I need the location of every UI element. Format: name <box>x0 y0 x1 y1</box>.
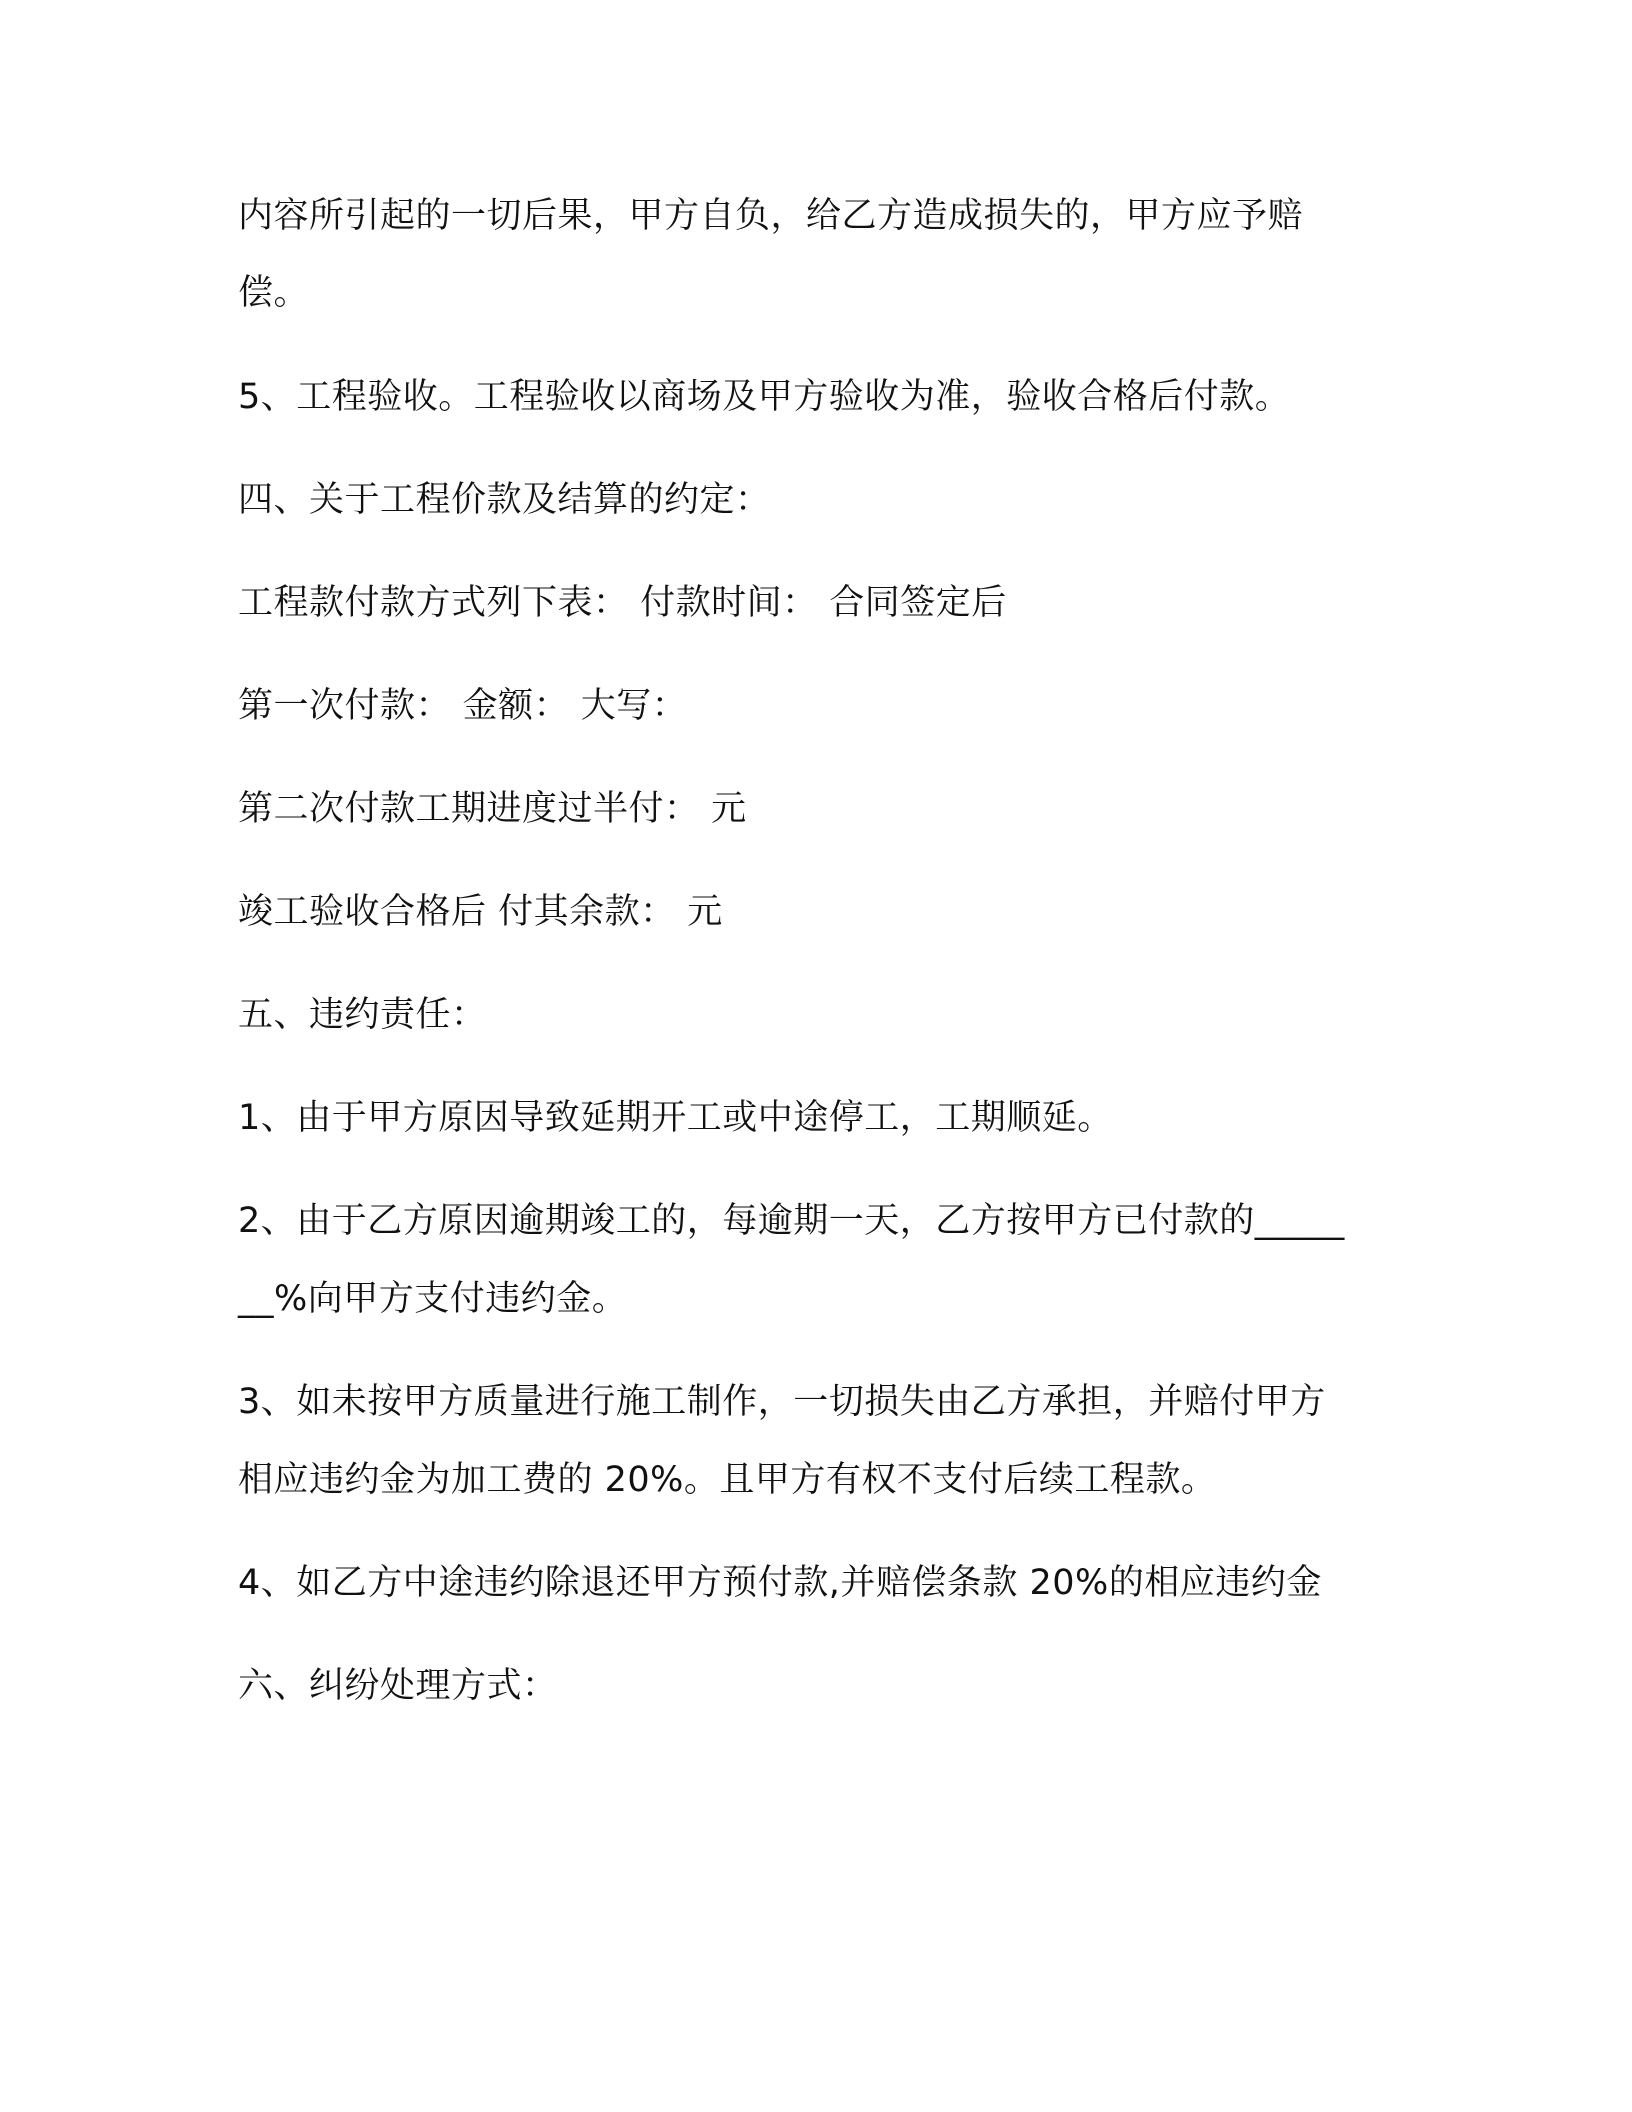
text-line-breach-3-cont: 相应违约金为加工费的 20%。且甲方有权不支付后续工程款。 <box>238 1460 1217 1500</box>
text-line-acceptance: 5、工程验收。工程验收以商场及甲方验收为准，验收合格后付款。 <box>238 377 1291 417</box>
section-heading-disputes: 六、纠纷处理方式： <box>238 1666 558 1706</box>
text-line-first-payment: 第一次付款： 金额： 大写： <box>238 686 688 726</box>
text-line-payment-method: 工程款付款方式列下表： 付款时间： 合同签定后 <box>238 583 1007 623</box>
text-line-final-payment: 竣工验收合格后 付其余款： 元 <box>238 892 723 932</box>
text-line-consequences: 内容所引起的一切后果，甲方自负，给乙方造成损失的，甲方应予赔 <box>238 196 1304 236</box>
text-line-breach-1: 1、由于甲方原因导致延期开工或中途停工，工期顺延。 <box>238 1098 1113 1138</box>
text-line-breach-4: 4、如乙方中途违约除退还甲方预付款,并赔偿条款 20%的相应违约金 <box>238 1563 1322 1603</box>
section-heading-breach: 五、违约责任： <box>238 995 487 1035</box>
text-line-breach-3: 3、如未按甲方质量进行施工制作，一切损失由乙方承担，并赔付甲方 <box>238 1382 1326 1422</box>
text-line-compensation: 偿。 <box>238 273 310 313</box>
text-line-breach-2: 2、由于乙方原因逾期竣工的，每逾期一天，乙方按甲方已付款的_____ <box>238 1201 1345 1241</box>
text-line-second-payment: 第二次付款工期进度过半付： 元 <box>238 789 747 829</box>
section-heading-price: 四、关于工程价款及结算的约定： <box>238 480 771 520</box>
text-line-breach-2-cont: __%向甲方支付违约金。 <box>238 1279 628 1319</box>
